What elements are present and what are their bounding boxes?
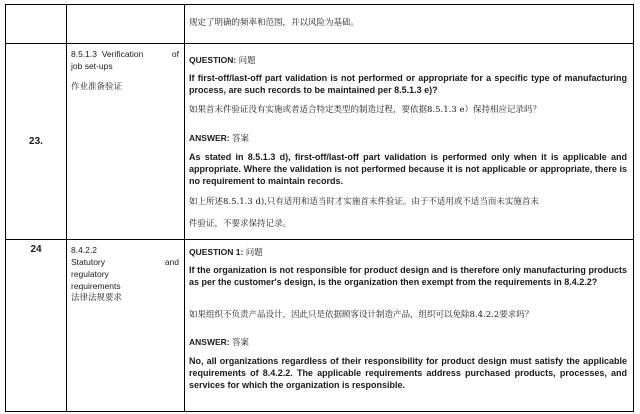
section-title-word: Statutory bbox=[71, 257, 106, 267]
answer-text-en: As stated in 8.5.1.3 d), first-off/last-off part validation is performed only when it is applicable and appropriate. Where the validation is not performed because it is not applicable or appropriate, there is no requirement to maintain records. bbox=[189, 152, 627, 186]
section-title-line: job set-ups bbox=[71, 61, 113, 71]
row-24-number: 24 bbox=[30, 244, 42, 255]
section-id: 8.4.2.2 bbox=[71, 245, 97, 255]
row-23-number: 23. bbox=[29, 136, 43, 147]
section-title-word: and bbox=[164, 257, 179, 267]
answer-text-cn: 如上所述8.5.1.3 d),只有适用和适当时才实施首末件验证。由于不适用或不适当而未实施首末 bbox=[189, 197, 539, 207]
column-divider-1 bbox=[66, 5, 67, 411]
question-label: QUESTION 1: 问题 bbox=[189, 247, 263, 258]
section-title-word: of bbox=[171, 49, 179, 59]
answer-text-en: No, all organizations regardless of their responsibility for product design must satisfy the applicable requirements of 8.4.2.2. The applicable requirements address purchased products, processes, and services for which the organization is responsible. bbox=[189, 356, 627, 390]
column-divider-2 bbox=[184, 5, 185, 411]
section-title-cn: 作业准备验证 bbox=[71, 82, 123, 92]
answer-label: ANSWER: 答案 bbox=[189, 337, 249, 348]
section-title-line: regulatory bbox=[71, 269, 109, 279]
question-text-cn: 如果组织不负责产品设计，因此只是依据顾客设计制造产品，组织可以免除8.4.2.2要求吗？ bbox=[189, 310, 534, 320]
section-title-cn: 法律法规要求 bbox=[71, 293, 123, 303]
row-divider-2 bbox=[6, 239, 633, 240]
section-title-line: requirements bbox=[71, 281, 121, 291]
row-divider-1 bbox=[6, 43, 633, 44]
row-23-section bbox=[71, 48, 179, 93]
prior-row-text: 规定了明确的频率和范围，并以风险为基础。 bbox=[189, 18, 360, 28]
question-text-cn: 如果首末件验证没有实施或者适合特定类型的制造过程，要依据8.5.1.3 e）保持相应记录吗？ bbox=[189, 105, 541, 115]
answer-text-cn-cont: 件验证，不要求保持记录。 bbox=[189, 219, 292, 229]
question-text-en: If first-off/last-off part validation is not performed or appropriate for a specific type of manufacturing process, are such records to be maintained per 8.5.1.3 e)? bbox=[189, 73, 627, 95]
section-id: 8.5.1.3 bbox=[71, 49, 97, 59]
faq-table bbox=[5, 4, 634, 412]
question-text-en: If the organization is not responsible for product design and is therefore only manufacturing products as per the customer's design, is the organization then exempt from the requirements in 8.4.2.2? bbox=[189, 265, 627, 287]
section-title-word: Verification bbox=[101, 49, 144, 59]
row-24-section bbox=[71, 244, 179, 304]
answer-label: ANSWER: 答案 bbox=[189, 133, 249, 144]
question-label: QUESTION: 问题 bbox=[189, 55, 256, 66]
